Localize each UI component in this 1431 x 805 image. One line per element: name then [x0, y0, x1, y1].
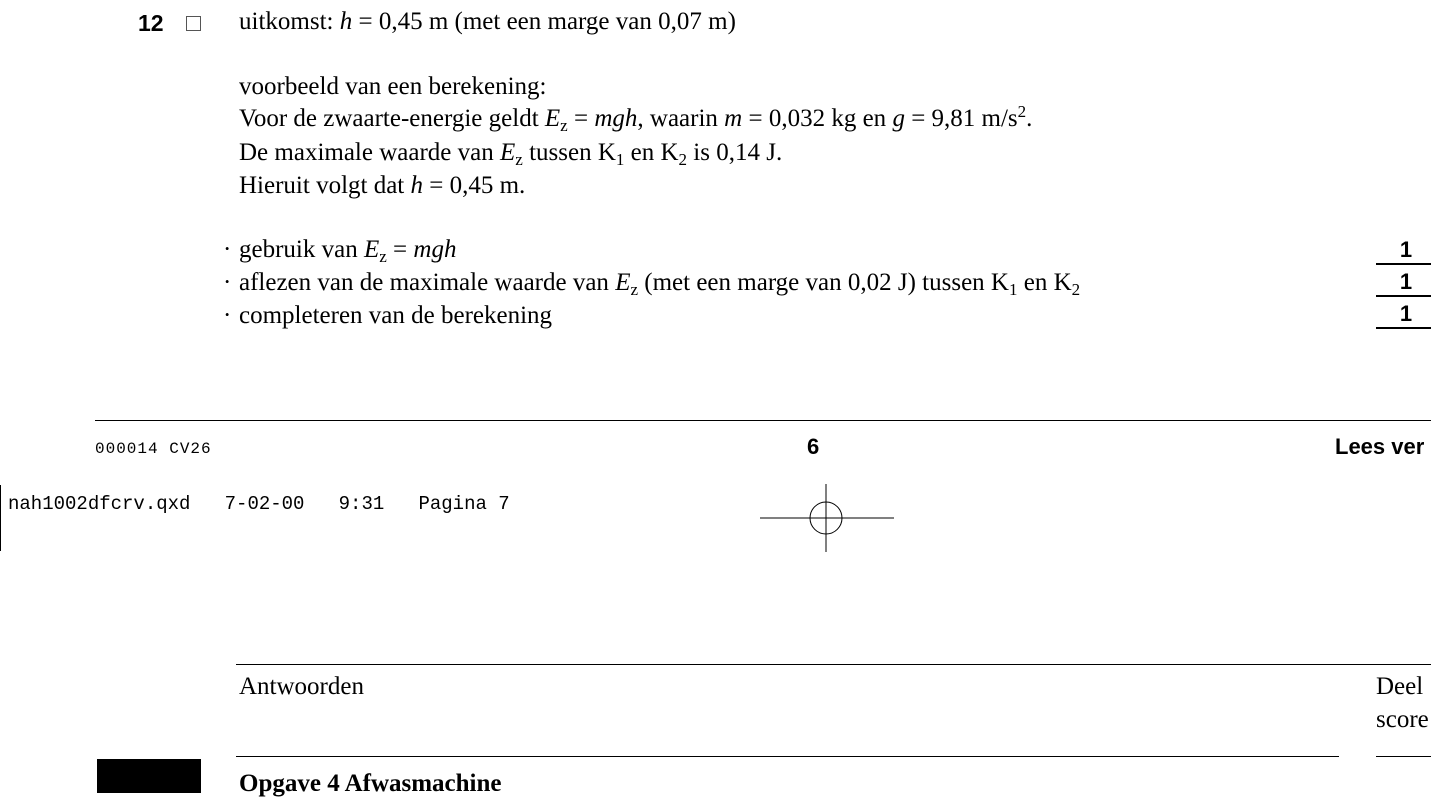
- answers-header: Antwoorden: [239, 673, 364, 700]
- print-slug: nah1002dfcrv.qxd 7-02-00 9:31 Pagina 7: [8, 493, 510, 515]
- criterion-1-score: 1: [1376, 239, 1431, 265]
- partial-score-label-2: score: [1376, 706, 1429, 733]
- footer-rule: [95, 420, 1431, 421]
- question-checkbox[interactable]: [186, 16, 201, 31]
- continue-text: Lees ver: [1335, 434, 1425, 459]
- calc-line-3: Hieruit volgt dat h = 0,45 m.: [239, 172, 526, 199]
- section-marker-block: [97, 759, 201, 793]
- bullet: ·: [223, 269, 232, 296]
- question-number: 12: [138, 10, 164, 36]
- page-number: 6: [807, 434, 820, 459]
- bullet: ·: [223, 302, 232, 329]
- header-rule: [236, 664, 1431, 665]
- section-rule: [236, 756, 1339, 757]
- registration-mark-icon: [758, 482, 896, 554]
- bullet: ·: [223, 236, 232, 263]
- criterion-2: aflezen van de maximale waarde van $E_z$ (met een marge van 0,02 J) tussen $K_1$ en $K_2$: [239, 269, 1081, 299]
- criterion-2-score: 1: [1376, 271, 1431, 297]
- partial-score-label-1: Deel: [1376, 673, 1424, 700]
- score-column-rule: [1376, 756, 1431, 757]
- criterion-3-score: 1: [1376, 303, 1431, 329]
- outcome-line: uitkomst: h = 0,45 m (met een marge van 0,07 m): [239, 8, 736, 35]
- footer-code: 000014 CV26: [95, 440, 212, 458]
- criterion-3: completeren van de berekening: [239, 302, 553, 329]
- calc-line-2: De maximale waarde van $E_z$ tussen $K_1$ en $K_2$ is 0,14 J.: [239, 139, 783, 169]
- example-heading: voorbeeld van een berekening:: [239, 73, 547, 100]
- section-title: Opgave 4 Afwasmachine: [239, 770, 502, 797]
- criterion-1: gebruik van $E_z$ = mgh: [239, 236, 457, 266]
- crop-line: [0, 485, 1, 551]
- calc-line-1: Voor de zwaarte-energie geldt $E_z$ = mgh, waarin m = 0,032 kg en g = 9,81 $m/s^2$.: [239, 102, 1033, 135]
